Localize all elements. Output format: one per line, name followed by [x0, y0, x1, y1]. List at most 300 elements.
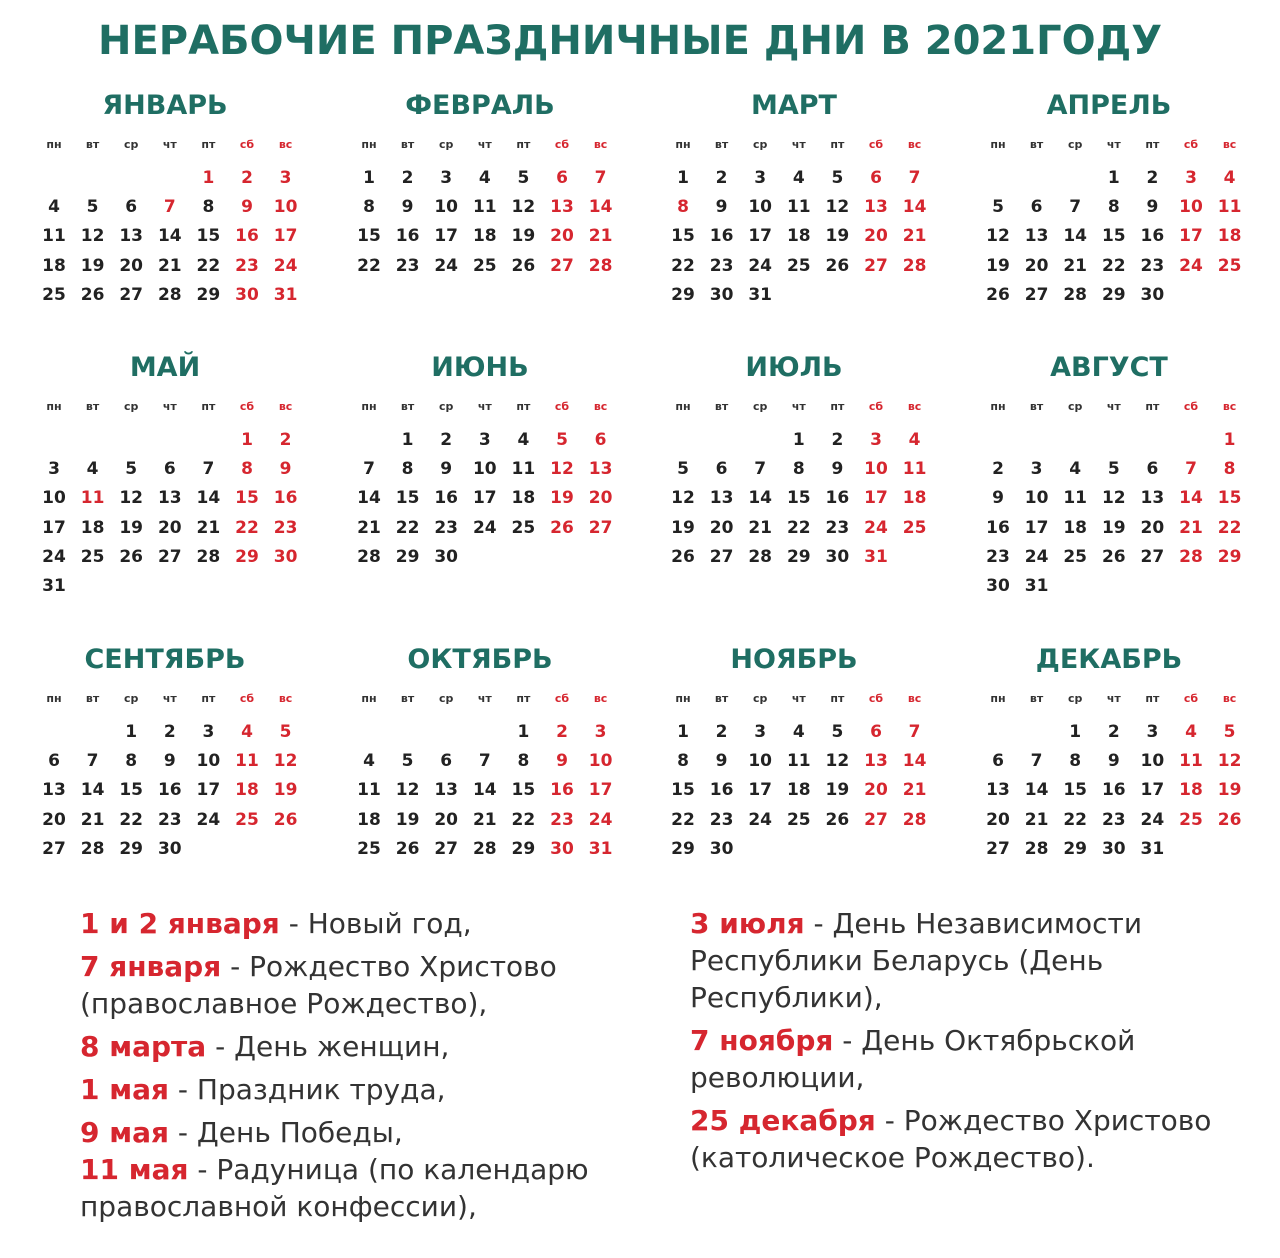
weekday-label: чт — [1106, 138, 1121, 151]
day-cell: 16 — [825, 488, 850, 509]
day-cell: 29 — [1217, 546, 1242, 567]
day-cell: 1 — [1223, 430, 1236, 450]
day-cell: 16 — [986, 517, 1010, 538]
day-cell: 10 — [472, 459, 497, 480]
weekday-label: вт — [1029, 400, 1044, 413]
holiday-text: - День женщин, — [206, 1030, 450, 1063]
weekday-label: пн — [361, 692, 377, 705]
day-cell: 15 — [1217, 488, 1242, 509]
day-cell: 27 — [986, 838, 1010, 859]
weekday-label: ср — [1067, 692, 1083, 705]
day-cell: 14 — [902, 751, 927, 772]
day-cell: 26 — [825, 255, 850, 276]
day-cell: 18 — [1063, 517, 1088, 538]
day-cell: 12 — [395, 780, 420, 801]
day-cell: 3 — [870, 430, 882, 450]
day-cell: 29 — [119, 838, 144, 859]
month-name: НОЯБРЬ — [730, 644, 858, 675]
day-cell: 11 — [1179, 751, 1203, 772]
weekday-label: пн — [361, 138, 377, 151]
day-cell: 13 — [119, 226, 144, 247]
month-name: ОКТЯБРЬ — [407, 644, 553, 675]
day-cell: 28 — [588, 255, 613, 276]
day-cell: 7 — [86, 751, 99, 772]
month-name: ИЮЛЬ — [745, 352, 843, 383]
weekday-label: сб — [554, 138, 570, 151]
day-cell: 7 — [163, 197, 176, 218]
day-cell: 29 — [235, 546, 259, 567]
weekday-label: пн — [675, 138, 691, 151]
weekday-label: пт — [830, 400, 845, 413]
day-cell: 2 — [715, 168, 728, 188]
day-cell: 17 — [588, 780, 613, 801]
holiday-item — [80, 1028, 660, 1065]
day-cell: 20 — [1024, 255, 1049, 276]
day-cell: 19 — [825, 780, 850, 801]
holiday-item — [690, 905, 1250, 1016]
holiday-text: - День Независимости Республики Беларусь (День Республики), — [690, 907, 1143, 1014]
month-calendar — [350, 350, 613, 567]
month-name: ФЕВРАЛЬ — [405, 90, 555, 121]
weekday-label: вс — [593, 400, 608, 413]
day-cell: 24 — [273, 255, 298, 276]
day-cell: 27 — [119, 284, 144, 305]
day-cell: 17 — [273, 226, 298, 247]
holiday-date: 11 мая — [80, 1153, 189, 1186]
weekday-label: пн — [990, 138, 1006, 151]
weekday-label: ср — [752, 692, 768, 705]
day-cell: 30 — [825, 546, 850, 567]
day-cell: 21 — [1024, 809, 1049, 830]
day-cell: 25 — [1063, 546, 1088, 567]
holidays-list-left — [80, 905, 660, 1231]
day-cell: 29 — [511, 838, 536, 859]
day-cell: 28 — [472, 838, 497, 859]
holiday-item — [690, 1102, 1250, 1176]
day-cell: 6 — [556, 168, 568, 188]
day-cell: 30 — [986, 576, 1010, 596]
month-name: МАЙ — [129, 352, 201, 383]
day-cell: 31 — [748, 284, 773, 305]
day-cell: 22 — [1063, 809, 1088, 830]
day-cell: 13 — [1024, 226, 1049, 247]
day-cell: 27 — [864, 255, 888, 276]
day-cell: 6 — [125, 197, 138, 218]
weekday-label: пн — [46, 138, 62, 151]
day-cell: 31 — [1140, 838, 1165, 859]
day-cell: 14 — [1024, 780, 1049, 801]
day-cell: 14 — [472, 780, 497, 801]
day-cell: 4 — [363, 751, 375, 772]
day-cell: 24 — [196, 809, 221, 830]
day-cell: 31 — [588, 838, 613, 859]
day-cell: 30 — [709, 838, 734, 859]
day-cell: 18 — [511, 488, 536, 509]
day-cell: 25 — [80, 546, 105, 567]
month-calendar — [350, 642, 613, 859]
day-cell: 3 — [48, 459, 60, 480]
weekday-label: вт — [400, 138, 415, 151]
day-cell: 12 — [80, 226, 105, 247]
weekday-label: пт — [830, 138, 845, 151]
day-cell: 25 — [786, 809, 811, 830]
day-cell: 20 — [986, 809, 1010, 830]
day-cell: 9 — [241, 197, 253, 218]
month-calendar — [35, 642, 298, 859]
day-cell: 16 — [709, 226, 734, 247]
day-cell: 28 — [1024, 838, 1049, 859]
day-cell: 4 — [908, 430, 921, 450]
holiday-date: 7 января — [80, 950, 222, 983]
day-cell: 29 — [671, 284, 695, 305]
day-cell: 2 — [992, 459, 1004, 480]
day-cell: 9 — [1146, 197, 1159, 218]
weekday-label: пт — [516, 692, 531, 705]
weekday-label: чт — [162, 400, 177, 413]
day-cell: 30 — [1140, 284, 1165, 305]
day-cell: 17 — [748, 226, 773, 247]
weekday-label: пн — [46, 400, 62, 413]
day-cell: 20 — [709, 517, 734, 538]
weekday-label: чт — [162, 138, 177, 151]
weekday-label: ср — [1067, 400, 1083, 413]
day-cell: 9 — [831, 459, 844, 480]
day-cell: 27 — [864, 809, 888, 830]
day-cell: 15 — [1101, 226, 1126, 247]
day-cell: 12 — [511, 197, 536, 218]
weekday-label: сб — [239, 692, 255, 705]
day-cell: 10 — [588, 751, 613, 772]
month-name: АПРЕЛЬ — [1046, 90, 1172, 121]
day-cell: 31 — [864, 546, 888, 567]
month-calendar — [35, 350, 298, 596]
day-cell: 27 — [42, 838, 66, 859]
day-cell: 11 — [472, 197, 497, 218]
day-cell: 4 — [241, 722, 253, 742]
day-cell: 22 — [357, 255, 381, 276]
day-cell: 16 — [709, 780, 734, 801]
weekday-label: сб — [868, 138, 884, 151]
day-cell: 19 — [825, 226, 850, 247]
page-title: НЕРАБОЧИЕ ПРАЗДНИЧНЫЕ ДНИ В 2021ГОДУ — [97, 18, 1163, 64]
day-cell: 26 — [511, 255, 536, 276]
day-cell: 27 — [550, 255, 574, 276]
day-cell: 3 — [1146, 722, 1159, 742]
day-cell: 22 — [511, 809, 536, 830]
day-cell: 7 — [478, 751, 491, 772]
month-calendar — [664, 642, 927, 859]
day-cell: 5 — [86, 197, 99, 218]
day-cell: 24 — [748, 255, 773, 276]
weekday-label: вс — [278, 692, 293, 705]
day-cell: 30 — [709, 284, 734, 305]
day-cell: 1 — [241, 430, 253, 450]
day-cell: 6 — [715, 459, 728, 480]
day-cell: 19 — [80, 255, 105, 276]
weekday-label: сб — [239, 138, 255, 151]
day-cell: 8 — [401, 459, 414, 480]
day-cell: 11 — [80, 488, 105, 509]
day-cell: 10 — [273, 197, 298, 218]
day-cell: 2 — [715, 722, 728, 742]
day-cell: 20 — [1140, 517, 1165, 538]
weekday-label: вт — [714, 400, 729, 413]
holiday-date: 3 июля — [690, 907, 805, 940]
holiday-item — [80, 948, 660, 1022]
day-cell: 15 — [511, 780, 536, 801]
day-cell: 1 — [677, 168, 689, 188]
weekday-label: сб — [868, 400, 884, 413]
day-cell: 2 — [163, 722, 176, 742]
weekday-label: пн — [675, 400, 691, 413]
holiday-text: - Рождество Христово (православное Рождество), — [80, 950, 557, 1020]
day-cell: 21 — [157, 255, 182, 276]
day-cell: 22 — [235, 517, 259, 538]
day-cell: 10 — [196, 751, 221, 772]
day-cell: 19 — [273, 780, 298, 801]
day-cell: 1 — [792, 430, 805, 450]
day-cell: 7 — [1185, 459, 1197, 480]
day-cell: 25 — [902, 517, 927, 538]
day-cell: 29 — [395, 546, 420, 567]
day-cell: 13 — [157, 488, 182, 509]
day-cell: 15 — [786, 488, 811, 509]
day-cell: 3 — [754, 722, 767, 742]
day-cell: 4 — [48, 197, 60, 218]
day-cell: 8 — [202, 197, 215, 218]
day-cell: 31 — [42, 576, 66, 596]
holiday-text: - Рождество Христово (католическое Рождество). — [690, 1104, 1212, 1174]
weekday-label: чт — [477, 400, 492, 413]
day-cell: 16 — [273, 488, 298, 509]
weekday-label: сб — [554, 692, 570, 705]
day-cell: 24 — [434, 255, 459, 276]
weekday-label: пт — [201, 400, 216, 413]
day-cell: 4 — [1185, 722, 1197, 742]
day-cell: 14 — [588, 197, 613, 218]
day-cell: 15 — [196, 226, 221, 247]
day-cell: 12 — [825, 197, 850, 218]
day-cell: 8 — [241, 459, 253, 480]
day-cell: 23 — [395, 255, 420, 276]
weekday-label: вт — [714, 138, 729, 151]
day-cell: 24 — [1140, 809, 1165, 830]
day-cell: 3 — [1030, 459, 1043, 480]
day-cell: 11 — [902, 459, 927, 480]
day-cell: 5 — [556, 430, 568, 450]
weekday-label: вс — [907, 692, 922, 705]
holiday-item — [80, 905, 660, 942]
day-cell: 2 — [401, 168, 414, 188]
day-cell: 16 — [550, 780, 574, 801]
day-cell: 12 — [671, 488, 695, 509]
day-cell: 6 — [992, 751, 1004, 772]
weekday-label: вт — [400, 400, 415, 413]
day-cell: 2 — [556, 722, 568, 742]
day-cell: 3 — [1185, 168, 1197, 188]
day-cell: 14 — [902, 197, 927, 218]
day-cell: 5 — [1223, 722, 1236, 742]
day-cell: 5 — [279, 722, 292, 742]
day-cell: 6 — [440, 751, 453, 772]
day-cell: 25 — [357, 838, 381, 859]
day-cell: 28 — [157, 284, 182, 305]
day-cell: 29 — [1063, 838, 1088, 859]
weekday-label: ср — [752, 138, 768, 151]
day-cell: 26 — [671, 546, 695, 567]
day-cell: 23 — [434, 517, 459, 538]
weekday-label: вт — [85, 400, 100, 413]
weekday-label: чт — [1106, 692, 1121, 705]
day-cell: 30 — [1101, 838, 1126, 859]
day-cell: 1 — [1069, 722, 1082, 742]
day-cell: 18 — [786, 780, 811, 801]
day-cell: 21 — [472, 809, 497, 830]
weekday-label: вс — [1222, 400, 1237, 413]
day-cell: 10 — [1179, 197, 1203, 218]
holiday-text: - День Октябрьской революции, — [690, 1024, 1136, 1094]
day-cell: 11 — [786, 751, 811, 772]
day-cell: 16 — [395, 226, 420, 247]
weekday-label: пн — [990, 692, 1006, 705]
day-cell: 19 — [119, 517, 144, 538]
weekday-label: чт — [791, 400, 806, 413]
day-cell: 17 — [864, 488, 888, 509]
day-cell: 19 — [986, 255, 1010, 276]
day-cell: 22 — [786, 517, 811, 538]
weekday-label: сб — [1183, 692, 1199, 705]
month-calendar — [664, 350, 927, 567]
day-cell: 7 — [594, 168, 607, 188]
day-cell: 18 — [1217, 226, 1242, 247]
day-cell: 23 — [1140, 255, 1165, 276]
day-cell: 9 — [992, 488, 1004, 509]
day-cell: 26 — [1101, 546, 1126, 567]
day-cell: 7 — [754, 459, 767, 480]
day-cell: 14 — [196, 488, 221, 509]
day-cell: 24 — [1179, 255, 1203, 276]
day-cell: 9 — [715, 751, 728, 772]
day-cell: 5 — [401, 751, 414, 772]
day-cell: 10 — [1140, 751, 1165, 772]
day-cell: 9 — [440, 459, 453, 480]
holiday-date: 9 мая — [80, 1116, 169, 1149]
day-cell: 30 — [273, 546, 298, 567]
day-cell: 4 — [792, 168, 805, 188]
day-cell: 6 — [1146, 459, 1159, 480]
day-cell: 9 — [556, 751, 568, 772]
day-cell: 5 — [1107, 459, 1120, 480]
day-cell: 18 — [472, 226, 497, 247]
day-cell: 23 — [709, 255, 734, 276]
day-cell: 10 — [434, 197, 459, 218]
day-cell: 24 — [588, 809, 613, 830]
day-cell: 17 — [748, 780, 773, 801]
month-name: АВГУСТ — [1050, 352, 1168, 383]
day-cell: 30 — [434, 546, 459, 567]
weekday-label: пт — [516, 400, 531, 413]
holiday-text: - Праздник труда, — [169, 1073, 446, 1106]
day-cell: 16 — [157, 780, 182, 801]
month-name: МАРТ — [751, 90, 837, 121]
holiday-text: - День Победы, — [169, 1116, 403, 1149]
weekday-label: ср — [438, 692, 454, 705]
day-cell: 4 — [1223, 168, 1236, 188]
weekday-label: вс — [1222, 692, 1237, 705]
day-cell: 26 — [986, 284, 1010, 305]
day-cell: 21 — [588, 226, 613, 247]
day-cell: 12 — [986, 226, 1010, 247]
day-cell: 19 — [511, 226, 536, 247]
day-cell: 17 — [1140, 780, 1165, 801]
day-cell: 22 — [1101, 255, 1126, 276]
weekday-label: пт — [1145, 692, 1160, 705]
day-cell: 13 — [550, 197, 574, 218]
day-cell: 28 — [357, 546, 381, 567]
day-cell: 26 — [550, 517, 574, 538]
day-cell: 2 — [279, 430, 292, 450]
day-cell: 12 — [1217, 751, 1242, 772]
day-cell: 13 — [709, 488, 734, 509]
day-cell: 4 — [1069, 459, 1082, 480]
day-cell: 27 — [434, 838, 459, 859]
day-cell: 2 — [1107, 722, 1120, 742]
holiday-item — [80, 1071, 660, 1108]
day-cell: 12 — [825, 751, 850, 772]
holiday-item — [80, 1114, 660, 1151]
holiday-date: 25 декабря — [690, 1104, 876, 1137]
weekday-label: пн — [361, 400, 377, 413]
day-cell: 28 — [1179, 546, 1203, 567]
day-cell: 22 — [1217, 517, 1242, 538]
day-cell: 12 — [119, 488, 144, 509]
day-cell: 19 — [1101, 517, 1126, 538]
day-cell: 27 — [157, 546, 182, 567]
month-calendar — [35, 88, 298, 305]
day-cell: 15 — [357, 226, 381, 247]
day-cell: 21 — [1063, 255, 1088, 276]
day-cell: 17 — [434, 226, 459, 247]
weekday-label: пт — [201, 692, 216, 705]
holidays-list-right — [690, 905, 1250, 1182]
day-cell: 2 — [241, 168, 253, 188]
day-cell: 19 — [395, 809, 420, 830]
day-cell: 22 — [395, 517, 420, 538]
day-cell: 9 — [163, 751, 176, 772]
month-calendar — [979, 642, 1242, 859]
day-cell: 1 — [125, 722, 138, 742]
day-cell: 25 — [42, 284, 66, 305]
day-cell: 13 — [588, 459, 613, 480]
day-cell: 11 — [1063, 488, 1088, 509]
day-cell: 20 — [119, 255, 144, 276]
day-cell: 22 — [671, 255, 695, 276]
day-cell: 8 — [517, 751, 530, 772]
day-cell: 8 — [1223, 459, 1236, 480]
day-cell: 21 — [196, 517, 221, 538]
weekday-label: пт — [830, 692, 845, 705]
weekday-label: чт — [791, 138, 806, 151]
weekday-label: вт — [400, 692, 415, 705]
day-cell: 15 — [395, 488, 420, 509]
day-cell: 21 — [902, 226, 927, 247]
day-cell: 8 — [792, 459, 805, 480]
day-cell: 20 — [157, 517, 182, 538]
day-cell: 14 — [748, 488, 773, 509]
day-cell: 5 — [125, 459, 138, 480]
day-cell: 1 — [202, 168, 215, 188]
day-cell: 26 — [273, 809, 298, 830]
